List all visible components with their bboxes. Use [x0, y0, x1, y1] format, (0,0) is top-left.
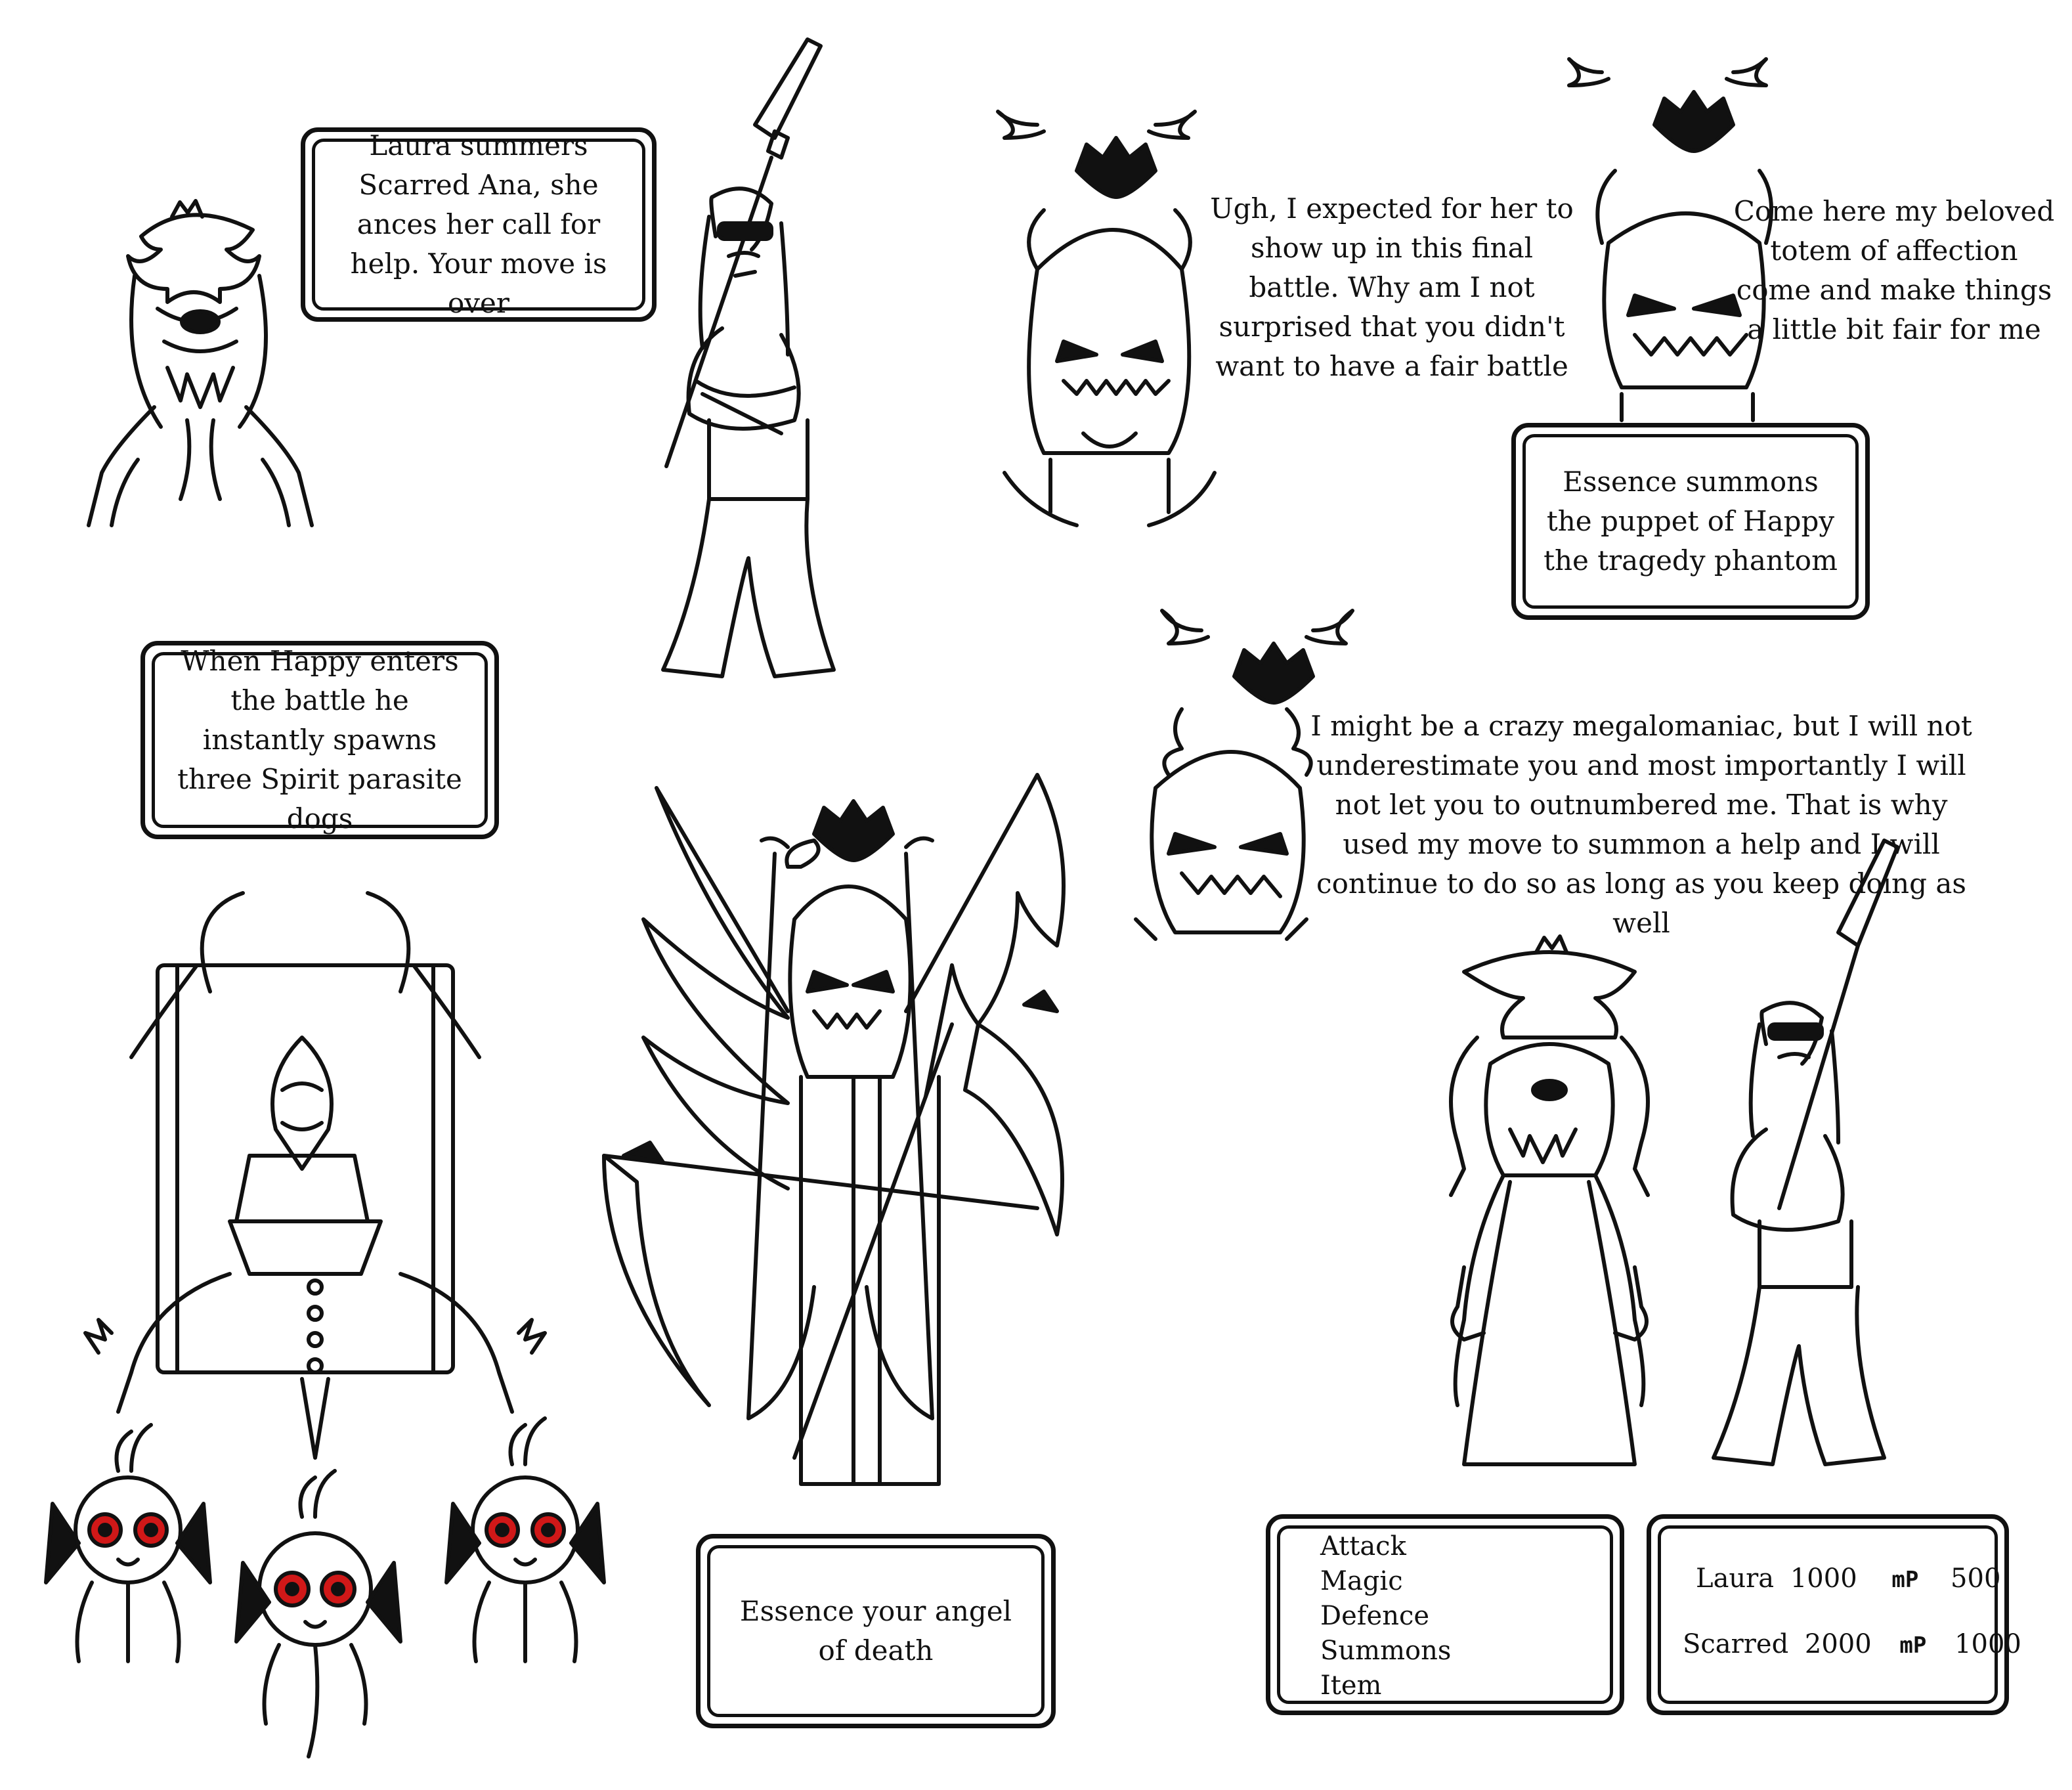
- status-row-scarred: [1683, 1629, 2021, 1659]
- member-hp: 1000: [1790, 1563, 1857, 1594]
- mp-label: mP: [1891, 1567, 1919, 1593]
- status-row-laura: [1696, 1563, 2000, 1594]
- laura-full-figure: [1451, 936, 1648, 1464]
- spirit-dog-1: [46, 1425, 210, 1661]
- narration-box-essence-summons: [1511, 423, 1870, 620]
- menu-item-summons[interactable]: Summons: [1320, 1636, 1452, 1666]
- essence-dialogue-3: I might be a crazy megalomaniac, but I will not underestimate you and most importantly I will not let you to outnumbered me. That is why used my move to summon a help and I will continue to do so as long as you keep doing as well: [1310, 710, 1972, 939]
- menu-item-magic[interactable]: Magic: [1320, 1566, 1403, 1596]
- laura-portrait: [89, 201, 312, 525]
- spirit-dog-3: [446, 1418, 604, 1661]
- menu-item-item[interactable]: Item: [1320, 1670, 1382, 1701]
- member-mp: 1000: [1954, 1629, 2021, 1659]
- member-name: Laura: [1696, 1563, 1775, 1594]
- narration-box-laura-summons: [301, 127, 657, 322]
- party-status-panel: [1647, 1514, 2021, 1715]
- menu-item-defence[interactable]: Defence: [1320, 1601, 1430, 1631]
- narration-text: Essence your angel of death: [739, 1595, 1012, 1667]
- mp-label: mP: [1899, 1632, 1927, 1659]
- essence-angel-figure: [604, 775, 1064, 1484]
- member-mp: 500: [1951, 1563, 2001, 1594]
- essence-dialogue-1: Ugh, I expected for her to show up in this final battle. Why am I not surprised that you didn't want to have a fair battle: [1210, 192, 1574, 382]
- command-list: [1320, 1529, 1451, 1703]
- narration-box-happy-enters: [140, 641, 499, 839]
- narration-text: When Happy enters the battle he instantly spawns three Spirit parasite dogs: [177, 645, 462, 835]
- narration-text: Laura summers Scarred Ana, she ances her call for help. Your move is over: [350, 129, 607, 319]
- member-hp: 2000: [1804, 1629, 1872, 1659]
- battle-command-menu: [1266, 1514, 1624, 1715]
- member-name: Scarred: [1683, 1629, 1789, 1659]
- essence-portrait-1: [998, 112, 1215, 525]
- scarred-ana-figure: [663, 39, 834, 676]
- spirit-dog-2: [236, 1471, 400, 1757]
- essence-dialogue-2: Come here my beloved totem of affection come and make things a little bit fair for me: [1733, 195, 2055, 345]
- narration-box-angel-of-death: [696, 1534, 1056, 1728]
- happy-puppet-figure: [85, 893, 545, 1458]
- menu-item-attack[interactable]: Attack: [1320, 1531, 1406, 1561]
- narration-text: Essence summons the puppet of Happy the tragedy phantom: [1543, 466, 1838, 577]
